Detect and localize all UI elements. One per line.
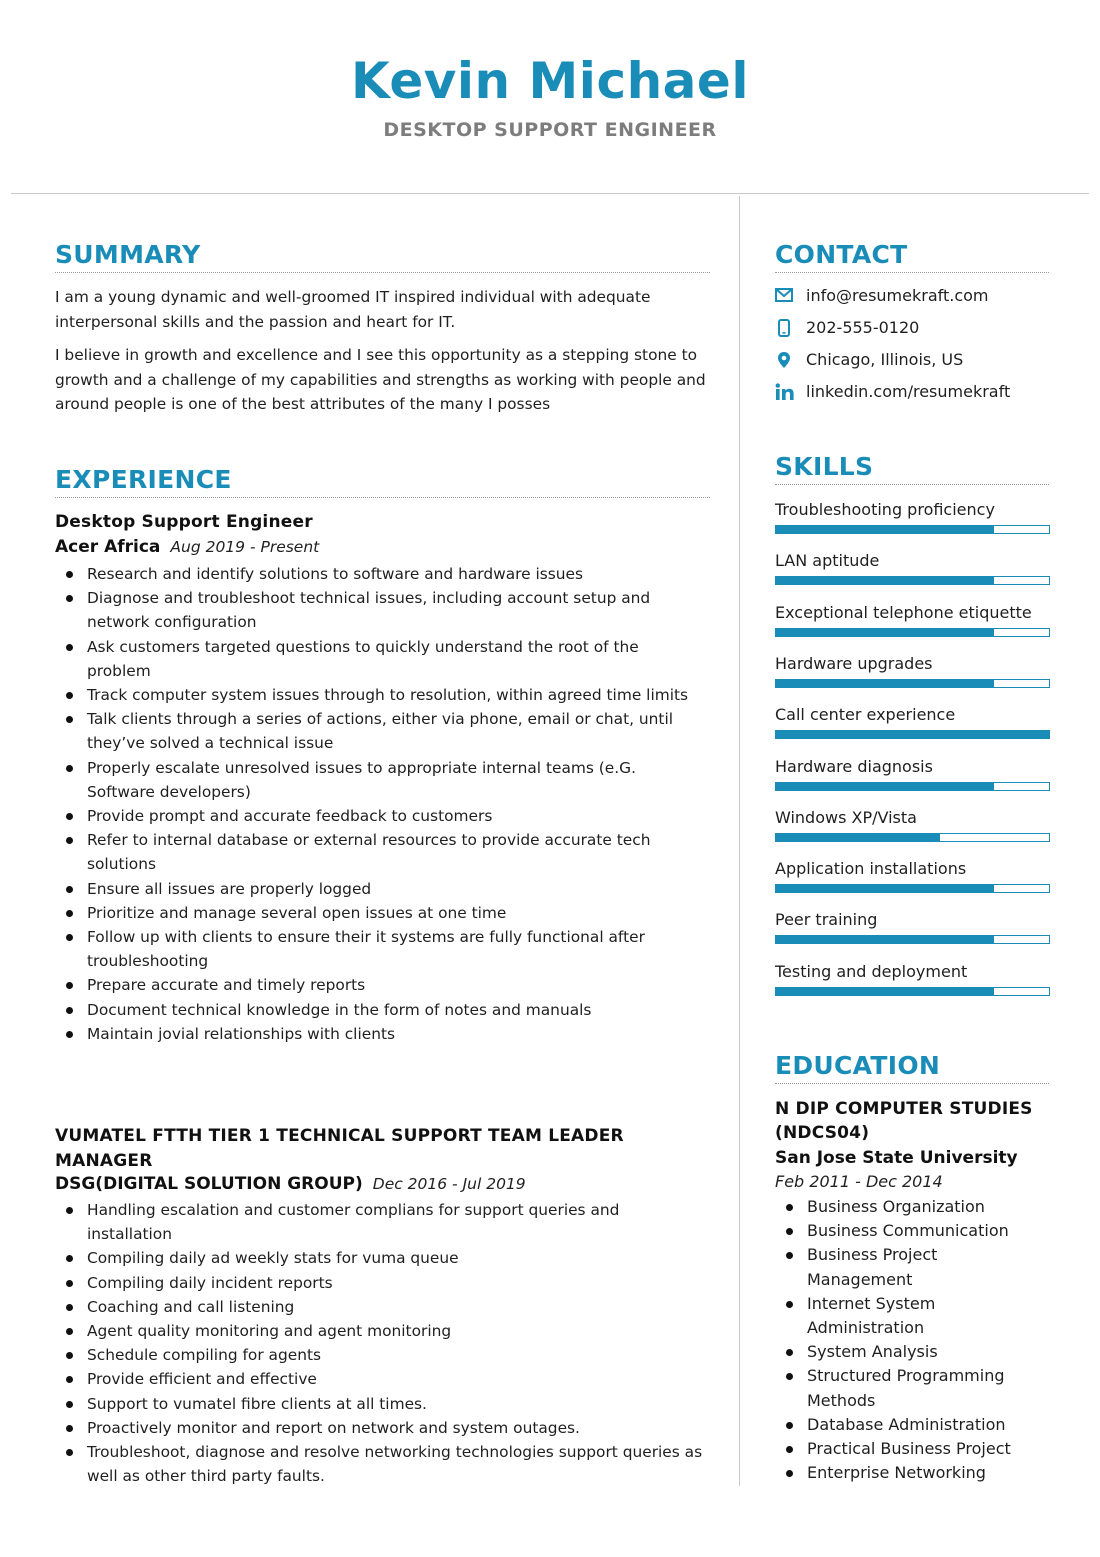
job-company-line (55, 1174, 526, 1194)
list-item: Document technical knowledge in the form of notes and manuals (55, 998, 705, 1022)
list-item: Maintain jovial relationships with clients (55, 1022, 705, 1046)
skill-level-bar (775, 628, 1050, 637)
summary-paragraph-2: I believe in growth and excellence and I see this opportunity as a stepping stone to growth and a challenge of my capabilities and strengths as working with people and around people is one of the best attributes of the many I posses (55, 346, 706, 413)
list-item: Internet System Administration (775, 1292, 1045, 1340)
education-heading: EDUCATION (775, 1051, 941, 1080)
header-divider (11, 193, 1089, 194)
skill-label: Windows XP/Vista (775, 807, 917, 827)
list-item: Business Organization (775, 1195, 1045, 1219)
phone-icon (775, 319, 795, 337)
list-item: Compiling daily ad weekly stats for vuma queue (55, 1246, 705, 1270)
list-item: Talk clients through a series of actions, either via phone, email or chat, until they’ve solved a technical issue (55, 707, 705, 755)
skill-item (775, 859, 1050, 899)
list-item: Coaching and call listening (55, 1295, 705, 1319)
skill-level-fill (776, 834, 940, 841)
list-item: System Analysis (775, 1340, 1045, 1364)
list-item: Practical Business Project (775, 1437, 1045, 1461)
list-item: Compiling daily incident reports (55, 1271, 705, 1295)
education-underline (775, 1083, 1049, 1084)
skill-label: Hardware upgrades (775, 653, 933, 673)
summary-heading: SUMMARY (55, 240, 201, 269)
skill-label: Hardware diagnosis (775, 756, 933, 776)
list-item: Ensure all issues are properly logged (55, 877, 705, 901)
skill-item (775, 910, 1050, 950)
list-item: Prioritize and manage several open issues at one time (55, 901, 705, 925)
list-item: Properly escalate unresolved issues to appropriate internal teams (e.G. Software developers) (55, 756, 705, 804)
skill-label: Troubleshooting proficiency (775, 500, 995, 519)
skill-level-bar (775, 987, 1050, 996)
skill-level-fill (776, 526, 994, 533)
location-pin-icon (775, 351, 795, 369)
list-item: Prepare accurate and timely reports (55, 973, 705, 997)
job-company: DSG(DIGITAL SOLUTION GROUP) (55, 1174, 363, 1194)
candidate-name: Kevin Michael (351, 52, 749, 110)
list-item: Refer to internal database or external resources to provide accurate tech solutions (55, 828, 705, 876)
skill-level-fill (776, 988, 994, 995)
list-item: Track computer system issues through to resolution, within agreed time limits (55, 683, 705, 707)
linkedin-icon (775, 383, 795, 401)
job-dates: Aug 2019 - Present (170, 538, 320, 556)
column-divider (739, 196, 740, 1486)
skill-level-fill (776, 629, 994, 636)
list-item: Research and identify solutions to software and hardware issues (55, 562, 705, 586)
contact-location-text: Chicago, Illinois, US (806, 350, 964, 369)
skill-item (775, 808, 1050, 848)
job-bullets (55, 1198, 705, 1488)
education-school: San Jose State University (775, 1148, 1018, 1168)
list-item: Business Project Management (775, 1243, 1045, 1291)
contact-email-text: info@resumekraft.com (806, 286, 989, 305)
experience-heading: EXPERIENCE (55, 465, 232, 494)
list-item: Follow up with clients to ensure their it systems are fully functional after troubleshooting (55, 925, 705, 973)
list-item: Enterprise Networking (775, 1461, 1045, 1485)
list-item: Diagnose and troubleshoot technical issues, including account setup and network configuration (55, 586, 705, 634)
summary-underline (55, 272, 710, 273)
skill-level-fill (776, 783, 994, 790)
skill-level-bar (775, 576, 1050, 585)
job-title: VUMATEL FTTH TIER 1 TECHNICAL SUPPORT TEAM LEADER MANAGER (55, 1126, 624, 1171)
job-bullets (55, 562, 705, 1046)
skill-label: Application installations (775, 859, 967, 879)
skills-heading: SKILLS (775, 452, 874, 481)
skill-label: LAN aptitude (775, 551, 880, 571)
job-company: Acer Africa (55, 537, 161, 557)
job-dates: Dec 2016 - Jul 2019 (372, 1175, 526, 1193)
list-item: Business Communication (775, 1219, 1045, 1243)
skill-level-bar (775, 679, 1050, 688)
skill-label: Testing and deployment (775, 961, 968, 981)
list-item: Proactively monitor and report on network and system outages. (55, 1416, 705, 1440)
skill-item (775, 603, 1050, 643)
list-item: Database Administration (775, 1413, 1045, 1437)
contact-linkedin-text: linkedin.com/resumekraft (806, 382, 1011, 401)
skills-underline (775, 484, 1049, 485)
list-item: Support to vumatel fibre clients at all times. (55, 1392, 705, 1416)
list-item: Agent quality monitoring and agent monitoring (55, 1319, 705, 1343)
skill-level-fill (776, 885, 994, 892)
skill-item (775, 962, 1050, 1002)
education-dates: Feb 2011 - Dec 2014 (775, 1172, 943, 1191)
skill-level-fill (776, 680, 994, 687)
skill-level-fill (776, 731, 1049, 738)
list-item: Ask customers targeted questions to quickly understand the root of the problem (55, 635, 705, 683)
list-item: Handling escalation and customer complians for support queries and installation (55, 1198, 705, 1246)
skill-item (775, 654, 1050, 694)
skill-label: Call center experience (775, 705, 956, 725)
resume-header (0, 0, 1100, 195)
contact-phone-text: 202-555-0120 (806, 318, 920, 337)
contact-heading: CONTACT (775, 240, 908, 269)
list-item: Schedule compiling for agents (55, 1343, 705, 1367)
experience-underline (55, 497, 710, 498)
skill-item (775, 551, 1050, 591)
education-courses (775, 1195, 1045, 1485)
envelope-icon (775, 287, 795, 305)
list-item: Structured Programming Methods (775, 1364, 1045, 1412)
education-degree: N DIP COMPUTER STUDIES (NDCS04) (775, 1099, 1033, 1143)
skill-level-bar (775, 782, 1050, 791)
skill-level-fill (776, 577, 994, 584)
list-item: Provide prompt and accurate feedback to customers (55, 804, 705, 828)
list-item: Troubleshoot, diagnose and resolve networking technologies support queries as well as other third party faults. (55, 1440, 705, 1488)
skill-level-bar (775, 833, 1050, 842)
skill-label: Peer training (775, 910, 878, 930)
skill-level-bar (775, 935, 1050, 944)
job-company-line (55, 537, 319, 557)
skill-item (775, 757, 1050, 797)
skill-item (775, 500, 1050, 540)
skill-level-bar (775, 730, 1050, 739)
skill-level-bar (775, 525, 1050, 534)
list-item: Provide efficient and effective (55, 1367, 705, 1391)
candidate-title: DESKTOP SUPPORT ENGINEER (383, 119, 717, 141)
skill-item (775, 705, 1050, 745)
contact-underline (775, 272, 1049, 273)
skill-level-bar (775, 884, 1050, 893)
summary-paragraph-1: I am a young dynamic and well-groomed IT inspired individual with adequate interpersonal skills and the passion and heart for IT. (55, 288, 651, 331)
job-title: Desktop Support Engineer (55, 512, 313, 532)
skill-level-fill (776, 936, 994, 943)
skill-label: Exceptional telephone etiquette (775, 602, 1032, 622)
